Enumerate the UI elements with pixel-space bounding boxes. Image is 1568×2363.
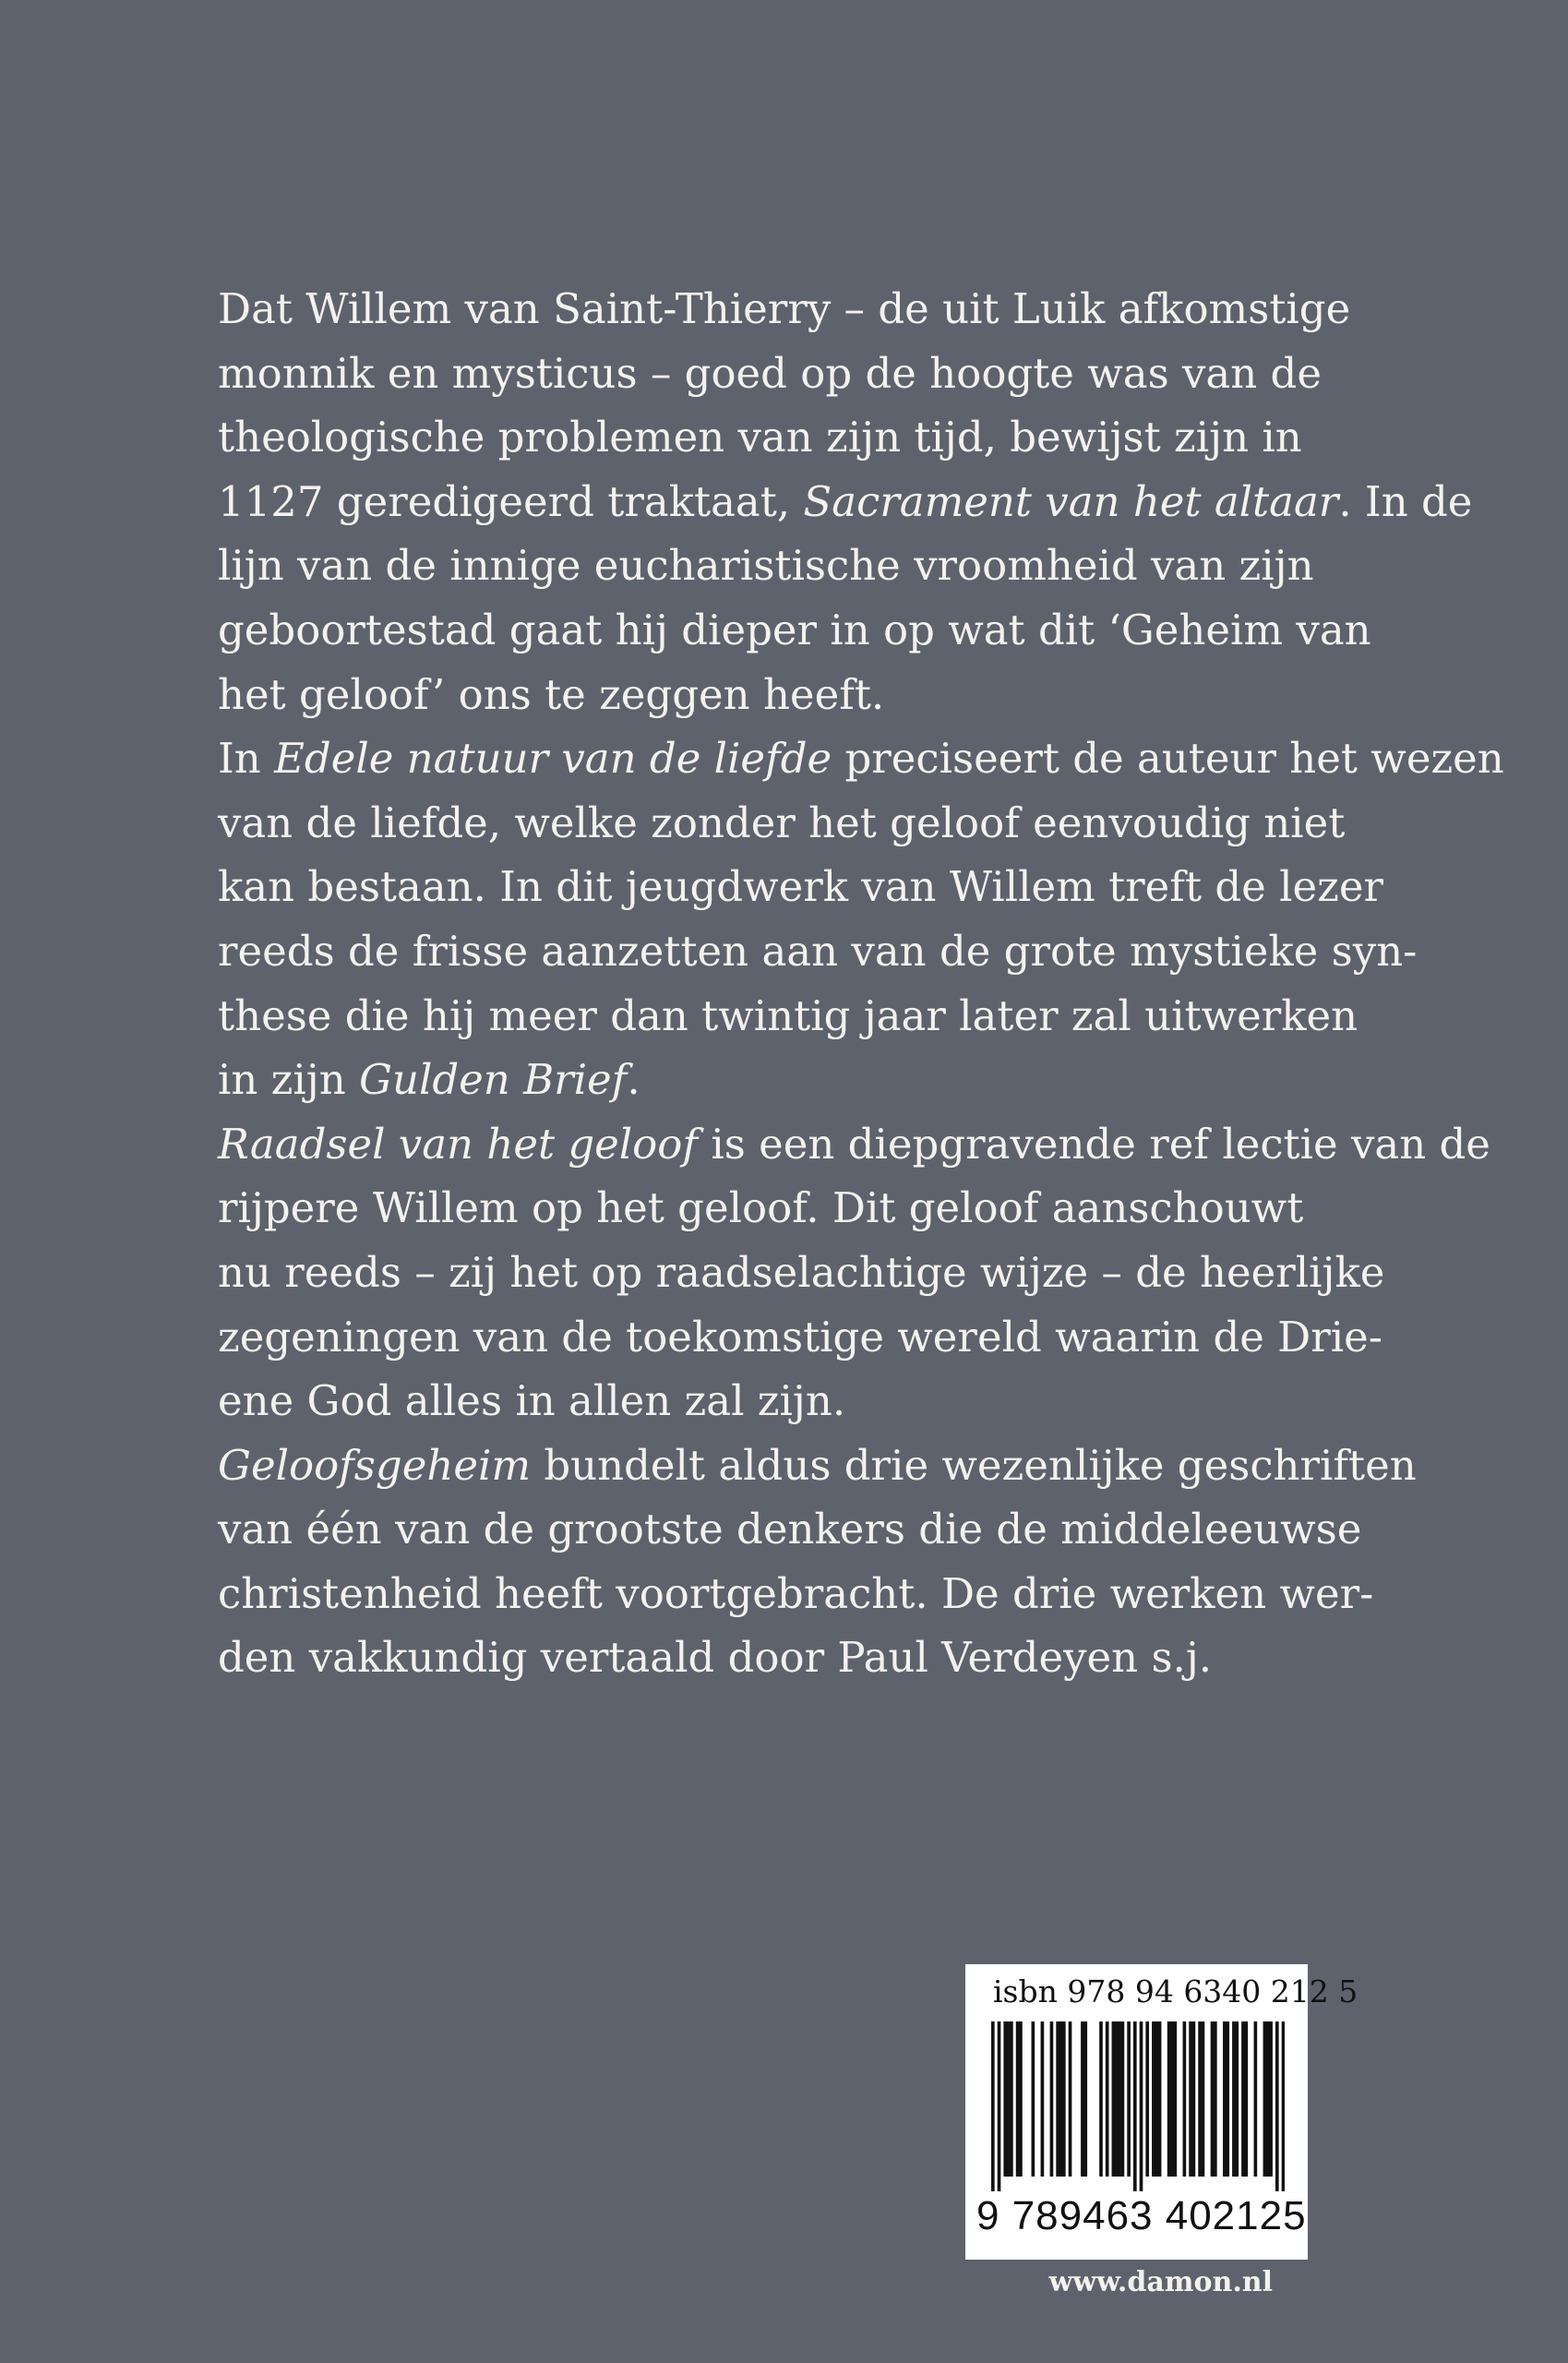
blurb-text: nu reeds – zij het op raadselachtige wijze – de heerlijke: [218, 1247, 1385, 1297]
barcode-bar: [1016, 2021, 1020, 2177]
blurb-line: [218, 534, 1362, 598]
barcode-bar: [1223, 2021, 1227, 2177]
barcode-bar: [1155, 2021, 1158, 2177]
blurb-line: [218, 470, 1473, 534]
blurb-line: [218, 1433, 1417, 1498]
barcode-bar: [1211, 2021, 1215, 2177]
blurb-text: rijpere Willem op het geloof. Dit geloof aanschouwt: [218, 1183, 1304, 1233]
barcode-bar: [1121, 2021, 1125, 2177]
blurb-line: [218, 1048, 1362, 1112]
barcode-bar: [1145, 2021, 1149, 2177]
blurb-line: [218, 919, 1418, 984]
book-title-italic: Raadsel van het geloof: [218, 1119, 699, 1169]
barcode-bar: [1140, 2021, 1143, 2191]
barcode-bar: [1263, 2021, 1267, 2177]
blurb-text: kan bestaan. In dit jeugdwerk van Willem treft de lezer: [218, 862, 1383, 912]
barcode-bar: [1010, 2021, 1013, 2177]
blurb-text: 1127 geredigeerd traktaat,: [218, 476, 804, 526]
barcode-bar: [1112, 2021, 1116, 2177]
blurb-line: [218, 1497, 1362, 1562]
barcode-bar: [998, 2021, 1001, 2191]
barcode-bar: [1173, 2021, 1177, 2177]
blurb-text: christenheid heeft voortgebracht. De drie werken wer-: [218, 1568, 1374, 1618]
blurb-text: theologische problemen van zijn tijd, bewijst zijn in: [218, 413, 1302, 462]
blurb-line: [218, 277, 1362, 342]
barcode-bar: [1118, 2021, 1121, 2177]
book-title-italic: Gulden Brief: [359, 1055, 628, 1105]
barcode-bar: [1041, 2021, 1045, 2177]
barcode-bar: [1167, 2021, 1171, 2177]
blurb-line: [218, 855, 1383, 919]
blurb-text: ene God alles in allen zal zijn.: [218, 1376, 846, 1426]
blurb-line: [218, 1305, 1382, 1370]
barcode-bar: [1152, 2021, 1155, 2177]
blurb-line: [218, 663, 1362, 727]
barcode-bar: [1192, 2021, 1196, 2177]
barcode-bar: [1282, 2021, 1285, 2191]
blurb-text: den vakkundig vertaald door Paul Verdeyen s.j.: [218, 1633, 1213, 1683]
blurb-line: [218, 984, 1362, 1049]
isbn-label: isbn 978 94 6340 212 5: [993, 1973, 1359, 2009]
blurb-text: in zijn: [218, 1055, 360, 1105]
barcode-bar: [1254, 2021, 1258, 2177]
blurb-text: het geloof’ ons te zeggen heeft.: [218, 669, 885, 719]
blurb-text: . In de: [1338, 476, 1473, 526]
blurb-line: [218, 1112, 1490, 1177]
barcode-box: [965, 1964, 1359, 2260]
blurb-text: In: [218, 734, 275, 784]
barcode-bar: [1266, 2021, 1270, 2177]
barcode-bar: [1003, 2021, 1007, 2177]
blurb-line: [218, 1241, 1385, 1305]
barcode-bar: [1083, 2021, 1087, 2177]
barcode-bar: [1069, 2021, 1072, 2177]
barcode-bar: [1059, 2021, 1063, 2177]
barcode-bar: [1275, 2021, 1279, 2191]
barcode-bar: [1099, 2021, 1103, 2177]
blurb-text: van één van de grootste denkers die de middeleeuwse: [218, 1505, 1362, 1554]
barcode-bar: [1007, 2021, 1011, 2177]
blurb-text: reeds de frisse aanzetten aan van de grote mystieke syn-: [218, 926, 1418, 976]
barcode-bar: [1056, 2021, 1059, 2177]
blurb-text: zegeningen van de toekomstige wereld waarin de Drie-: [218, 1312, 1382, 1361]
blurb-text: preciseert de auteur het wezen: [832, 734, 1504, 784]
barcode-bar: [1019, 2021, 1023, 2177]
barcode-bar: [1170, 2021, 1174, 2177]
barcode-bar: [991, 2021, 995, 2191]
barcode-bar: [1202, 2021, 1205, 2177]
barcode-bar: [1235, 2021, 1239, 2177]
publisher-website: www.damon.nl: [1048, 2266, 1273, 2298]
barcode-bar: [1214, 2021, 1217, 2177]
barcode-bar: [1050, 2021, 1054, 2177]
barcode-bar: [1032, 2021, 1035, 2177]
barcode-bar: [1226, 2021, 1229, 2177]
book-title-italic: Geloofsgeheim: [218, 1440, 532, 1490]
blurb-line: [218, 1176, 1362, 1241]
blurb-text: geboortestad gaat hij dieper in op wat dit ‘Geheim van: [218, 605, 1371, 654]
barcode-bar: [1232, 2021, 1236, 2177]
blurb-text: van de liefde, welke zonder het geloof eenvoudig niet: [218, 798, 1346, 847]
blurb-line: [218, 1369, 1362, 1433]
book-title-italic: Sacrament van het altaar: [803, 476, 1339, 526]
blurb-line: [218, 405, 1362, 470]
barcode-bar: [1189, 2021, 1192, 2177]
barcode-bar: [1269, 2021, 1273, 2177]
blurb-text: monnik en mysticus – goed op de hoogte was van de: [218, 348, 1322, 398]
barcode-bar: [1062, 2021, 1066, 2177]
blurb-text: these die hij meer dan twintig jaar later zal uitwerken: [218, 990, 1359, 1040]
blurb-text: bundelt aldus drie wezenlijke geschriften: [531, 1440, 1417, 1490]
blurb-line: [218, 1625, 1362, 1690]
back-cover-blurb: [218, 277, 1504, 1690]
barcode-bar: [1115, 2021, 1119, 2177]
ean-digits: 9 789463 402125: [976, 2193, 1307, 2238]
barcode-bar: [1183, 2021, 1187, 2177]
barcode-bar: [1198, 2021, 1202, 2177]
barcode-bars: [991, 2021, 1285, 2191]
blurb-text: lijn van de innige eucharistische vroomheid van zijn: [218, 541, 1314, 591]
blurb-line: [218, 1562, 1374, 1626]
blurb-text: Dat Willem van Saint-Thierry – de uit Luik afkomstige: [218, 284, 1351, 333]
barcode-bar: [1081, 2021, 1084, 2177]
barcode-bar: [1106, 2021, 1109, 2177]
book-title-italic: Edele natuur van de liefde: [274, 734, 832, 784]
barcode-bar: [1158, 2021, 1162, 2177]
blurb-line: [218, 598, 1371, 663]
barcode-bar: [1133, 2021, 1137, 2191]
blurb-line: [218, 342, 1362, 406]
blurb-text: .: [627, 1055, 640, 1105]
barcode-bar: [1127, 2021, 1131, 2177]
blurb-line: [218, 791, 1362, 856]
blurb-line: [218, 726, 1504, 791]
barcode-bar: [1244, 2021, 1248, 2177]
barcode-bar: [1241, 2021, 1245, 2177]
blurb-text: is een diepgravende ref lectie van de: [698, 1119, 1490, 1169]
